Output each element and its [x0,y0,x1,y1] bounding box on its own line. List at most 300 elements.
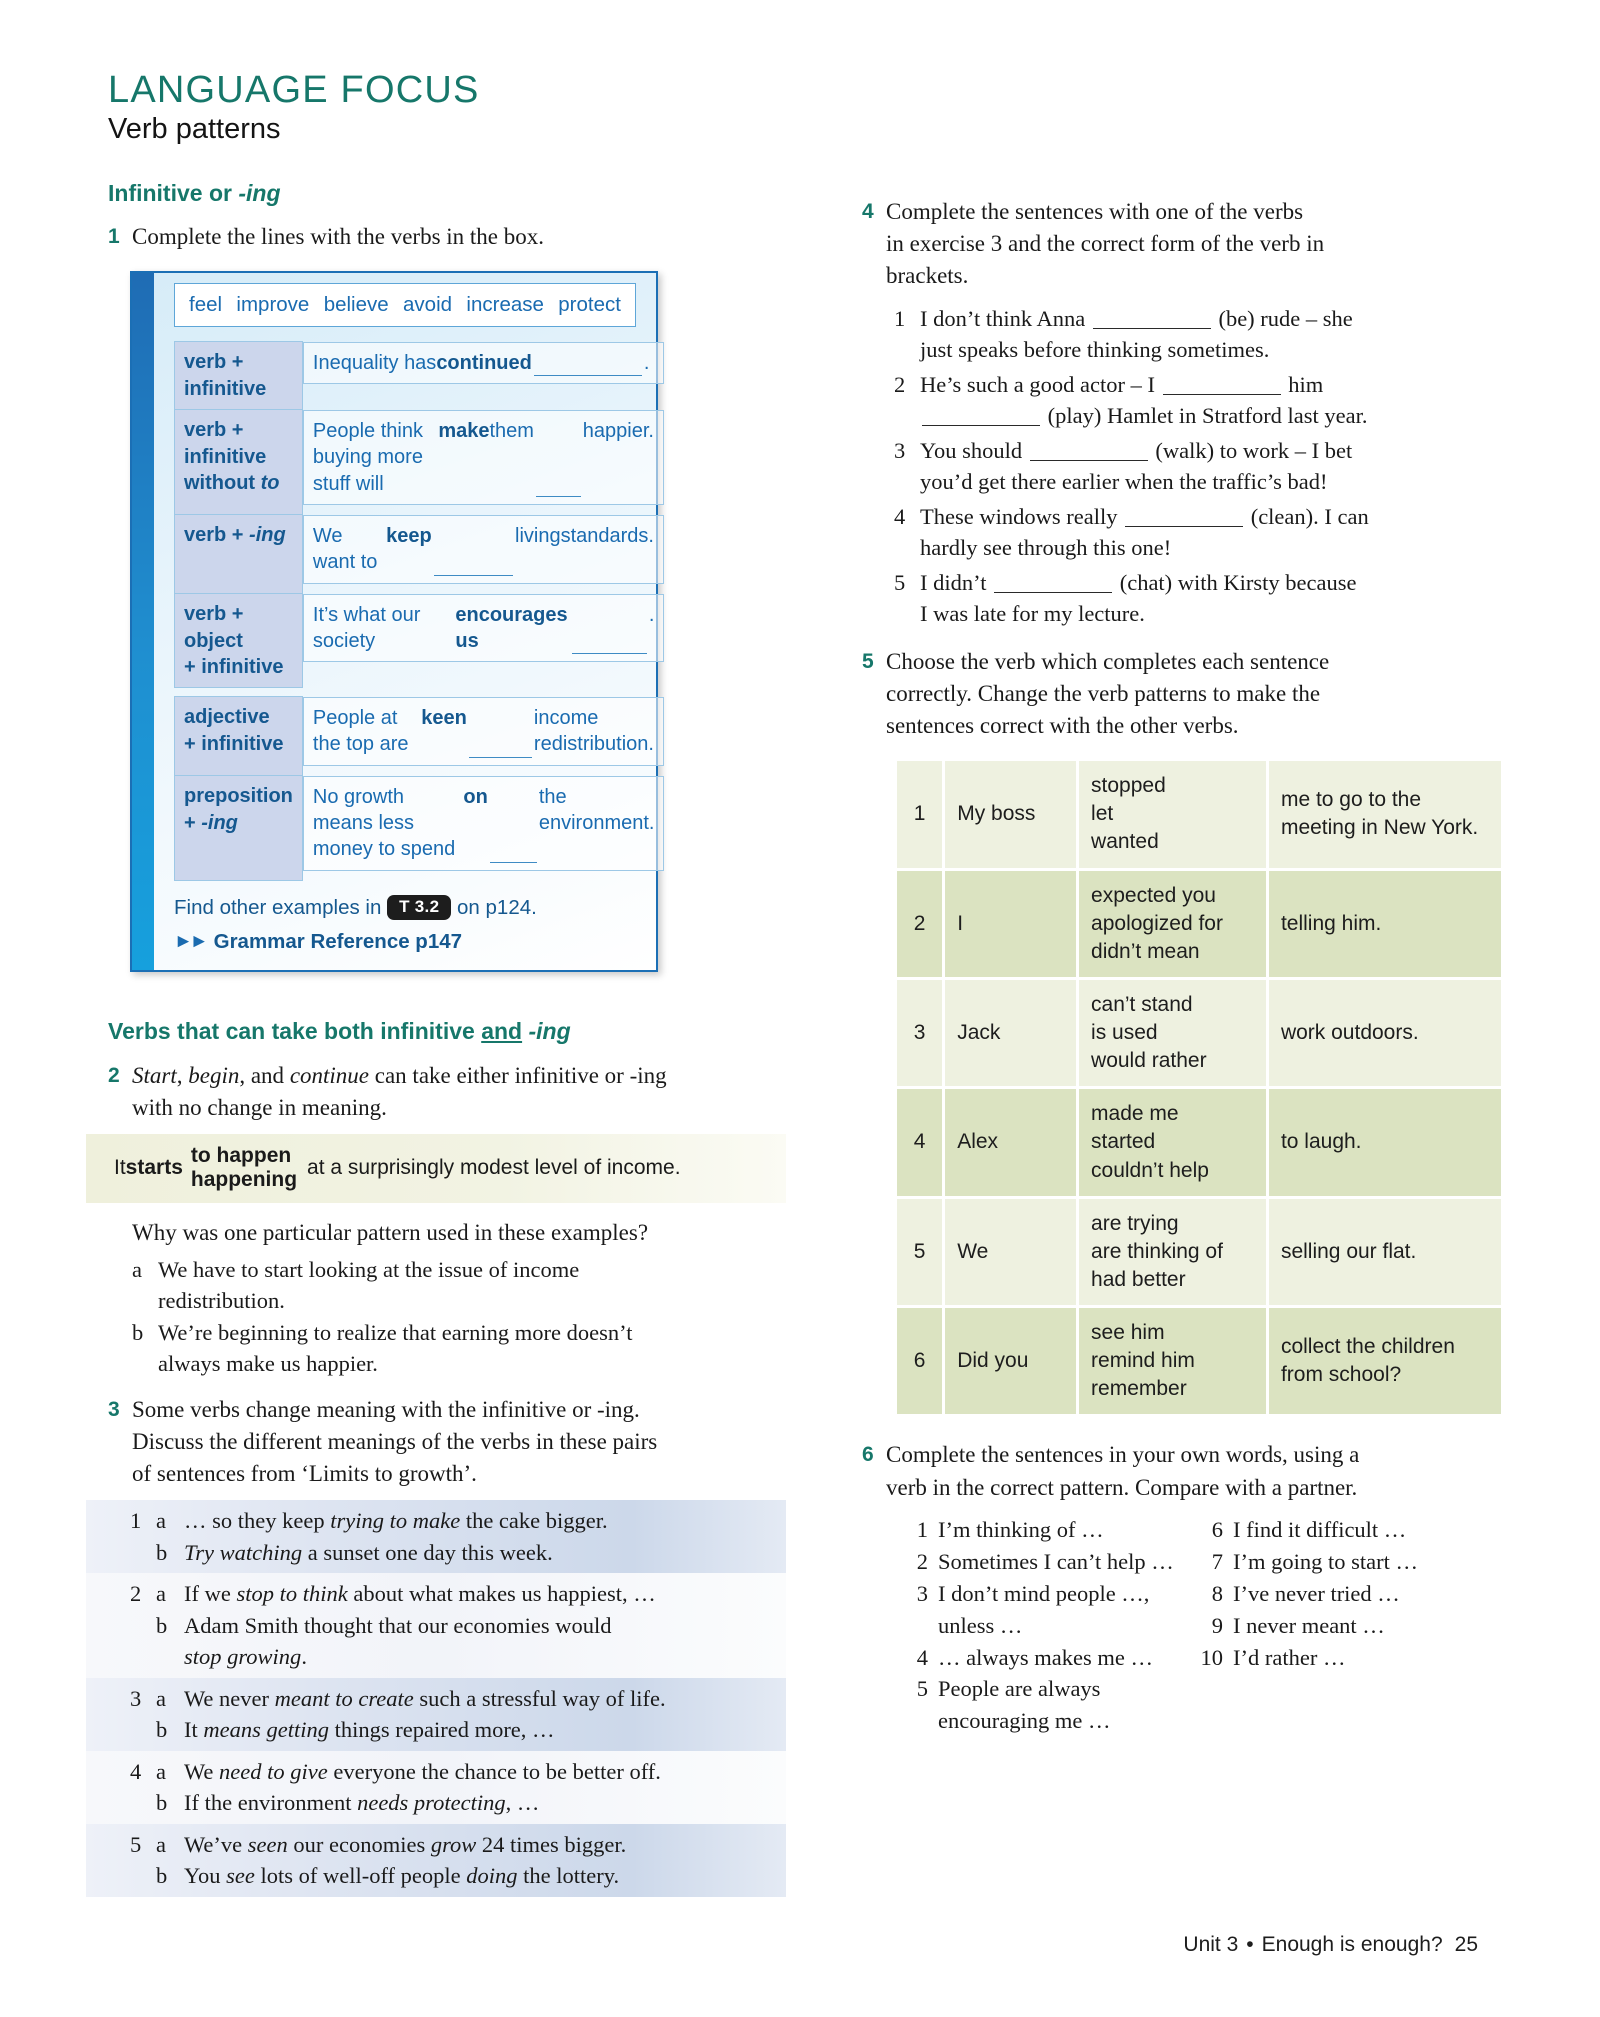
exercise-3 [108,1394,808,1491]
find-examples-line [174,895,636,920]
ex6-item [1189,1610,1472,1642]
ex4-item-number: 1 [894,305,906,331]
startbar-option-ing: happening [190,1167,298,1191]
verb-option[interactable]: made me [1091,1102,1179,1126]
pair-letter: a [156,1831,166,1857]
pair-text-post: everyone the chance to be better off. [327,1758,661,1784]
ex6-item [894,1546,1177,1578]
pair-number-spacer [130,1714,156,1746]
verb-option[interactable]: couldn’t help [1091,1158,1209,1182]
pattern-table [174,341,665,881]
pattern-label [175,515,303,594]
grammar-box-inner [174,283,655,954]
example-bold: on [463,785,488,808]
pair-text-pre: We [184,1758,220,1784]
pair-number: 1 [130,1508,142,1534]
ex6-item-text: I’m going to start … [1233,1548,1418,1574]
footer-unit: Unit 3 [1183,1933,1239,1956]
verb-option[interactable]: wanted [1091,830,1159,854]
why-item-text [158,1254,808,1317]
startbar-post: at a surprisingly modest level of income. [307,1155,681,1179]
ex6-item-line1: I don’t mind people …, [938,1580,1150,1606]
pattern-row [175,515,665,594]
ex4-item-text [920,501,1472,564]
page-footer [1183,1933,1478,1957]
exercise-1-instruction: Complete the lines with the verbs in the box. [132,224,545,250]
example-bold: keen [421,706,467,729]
ex6-item-text: I find it difficult … [1233,1516,1407,1542]
pair-number-spacer [130,1787,156,1819]
row-number: 3 [897,980,942,1086]
row-subject: Jack [945,980,1076,1086]
verb-option[interactable]: remind him [1091,1349,1195,1373]
verb-option[interactable]: remember [1091,1377,1187,1401]
row-remainder: selling our flat. [1269,1199,1501,1305]
heading-part-plain: Verbs that can take both infinitive [108,1018,482,1045]
gap-blank [434,523,513,576]
exercise-6-instruction [886,1439,1472,1503]
verb-bank [174,283,636,327]
verb-option[interactable]: are thinking of [1091,1239,1223,1263]
row-subject: We [945,1199,1076,1305]
example-text: Inequality has [312,351,437,374]
find-text-post: on p124. [451,896,537,920]
pair-item [86,1751,786,1824]
table-row [897,871,1501,977]
pattern-example [303,515,664,584]
verb-option[interactable]: see him [1091,1321,1165,1344]
example-text: . [643,351,650,374]
ex6-column-left [894,1514,1177,1738]
pair-line-b [130,1714,776,1746]
why-bold: beginning to realize [218,1319,397,1345]
ex6-item-number: 1 [916,1516,928,1542]
ex2-text: , and [239,1062,290,1088]
pair-text-post: the cake bigger. [460,1508,608,1534]
gap-blank [536,418,581,497]
example-text: People at the top are [312,706,409,756]
pair-text-italic2: doing [466,1863,518,1889]
ex4-text-post: (walk) to work – I bet [1149,437,1353,463]
ex3-line3: of sentences from ‘Limits to growth’. [132,1460,477,1486]
verb-option[interactable]: started [1091,1130,1156,1154]
row-verb-options [1079,1199,1266,1305]
row-subject: Alex [945,1089,1076,1195]
pattern-spacer [175,688,665,697]
pair-item [86,1824,786,1897]
pair-letter: a [156,1685,166,1711]
ex6-item-text: … always makes me … [938,1644,1153,1670]
row-remainder: telling him. [1269,871,1501,977]
pair-text-post: , … [505,1790,540,1816]
pair-text-pre: We’ve [184,1831,248,1857]
pattern-example [303,342,664,384]
footer-separator: • [1246,1933,1254,1956]
pair-text [184,1860,776,1892]
why-item-b [132,1317,808,1380]
ex4-item-number: 4 [894,503,906,529]
answer-blank[interactable] [1093,328,1211,329]
pattern-row [175,697,665,776]
pair-text-mid: our economies [287,1831,431,1857]
pair-text-post: . [301,1644,307,1670]
row-number: 1 [897,761,942,867]
row-number: 4 [897,1089,942,1195]
heading-both-infinitive-and-ing [108,1018,808,1046]
ex4-line2: in exercise 3 and the correct form of the verb in [886,231,1325,257]
example-text: . [648,603,655,626]
example-text: It’s what our society [312,603,421,653]
pair-line-a [130,1505,776,1537]
ex6-item-text: I’d rather … [1233,1644,1346,1670]
gap-blank [490,784,537,863]
why-item-letter: b [132,1319,144,1345]
ex6-item-number: 5 [916,1676,928,1702]
pair-text-pre: If the environment [184,1790,358,1816]
pair-text [184,1505,776,1537]
example-text: People think buying more stuff will [312,419,423,495]
pair-text-post: a sunset one day this week. [302,1539,553,1565]
verb-bank-item: believe [323,293,389,317]
pair-text-post: about what makes us happiest, … [347,1581,656,1607]
pair-number: 2 [130,1581,142,1607]
exercise-3-instruction [132,1394,808,1491]
verb-bank-item: protect [558,293,621,317]
ex2-text-line2: with no change in meaning. [132,1095,387,1121]
pair-item [86,1573,786,1678]
row-verb-options [1079,761,1266,867]
grammar-box [130,271,658,972]
pair-line-a [130,1756,776,1788]
example-text: happier. [582,419,654,442]
pair-text-italic: Try watching [184,1539,303,1565]
pair-text-pre: … so they keep [184,1508,331,1534]
ex4-text-post: (chat) with Kirsty because [1114,569,1357,595]
gap-blank [534,350,642,376]
pair-letter: a [156,1581,166,1607]
row-verb-options [1079,1308,1266,1414]
answer-blank[interactable] [994,592,1112,593]
ex4-text-post: (clean). I can [1245,503,1369,529]
pattern-row [175,342,665,410]
pattern-label [175,697,303,776]
pattern-row [175,594,665,688]
pair-letter: b [156,1717,168,1743]
pair-text-pre: You [184,1863,227,1889]
why-question: Why was one particular pattern used in these examples? [132,1220,649,1246]
pattern-label-text: + infinitive [184,655,284,678]
ex4-item [894,567,1472,630]
pair-letter: b [156,1790,168,1816]
heading-part-italic: -ing [522,1018,571,1045]
pair-text [184,1787,776,1819]
pattern-label-text: verb + infinitive [184,351,267,400]
verb-option[interactable]: would rather [1091,1049,1207,1073]
verb-option[interactable]: stopped [1091,774,1166,798]
pattern-label-text: + infinitive [184,732,284,755]
pair-text [184,1683,776,1715]
why-text: We’re [158,1319,219,1345]
ex3-line1: Some verbs change meaning with the infinitive or -ing. [132,1396,640,1422]
pair-text-post: 24 times bigger. [476,1831,627,1857]
ex4-item-number: 2 [894,371,906,397]
pair-text [184,1578,776,1610]
pattern-example [303,410,664,505]
ex4-item-text [920,435,1472,498]
why-item-text [158,1317,808,1380]
answer-blank[interactable] [1125,526,1243,527]
row-number: 5 [897,1199,942,1305]
exercise-5-instruction [886,646,1472,743]
ex5-line1: Choose the verb which completes each sentence [886,648,1330,674]
ex6-item [1189,1514,1472,1546]
verb-option[interactable]: didn’t mean [1091,939,1200,963]
pattern-label-italic: to [260,472,280,495]
pattern-label-italic: -ing [249,524,286,547]
pair-letter: b [156,1539,168,1565]
example-text: them [489,419,534,442]
right-column [862,196,1479,1737]
why-text-line2: redistribution. [158,1288,285,1314]
ex6-item-line1: People are always [938,1676,1101,1702]
exercise-4 [862,196,1472,293]
pair-letter: a [156,1508,166,1534]
ex2-italic-continue: continue [289,1062,370,1088]
ex4-line3: brackets. [886,263,969,289]
pair-number-spacer [130,1610,156,1673]
ex4-text-pre: He’s such a good actor – I [920,371,1161,397]
ex4-text-pre: You should [920,437,1028,463]
verb-option[interactable]: let [1091,802,1114,826]
ex6-item-line2: encouraging me … [938,1708,1111,1734]
table-row [897,761,1501,867]
verb-option[interactable]: are trying [1091,1211,1179,1235]
example-text: income redistribution. [533,706,654,756]
ex5-line2: correctly. Change the verb patterns to make the [886,680,1321,706]
pattern-example [303,776,665,871]
pair-line-b [130,1610,776,1673]
ex4-item-text [920,567,1472,630]
pattern-label-text: + [184,811,202,834]
ex2-text: , [176,1062,189,1088]
pair-item [86,1500,786,1573]
ex6-item-text: I’ve never tried … [1233,1580,1400,1606]
pattern-example [303,594,665,663]
pair-letter: a [156,1758,166,1784]
answer-blank[interactable] [922,425,1040,426]
double-arrow-icon: ►► [174,931,206,953]
pattern-example [303,697,664,766]
pair-line-a [130,1578,776,1610]
ex2-text: can take either infinitive or -ing [369,1062,667,1088]
ex6-item [894,1673,1177,1737]
pattern-label [175,410,303,515]
startbar-verb: starts [125,1155,183,1179]
verb-option[interactable]: can’t stand [1091,992,1193,1016]
ex6-item [894,1514,1177,1546]
pair-text [184,1756,776,1788]
ex4-item [894,303,1472,366]
ex4-text-line2: you’d get there earlier when the traffic’s bad! [920,469,1328,495]
pair-text-italic: trying to make [330,1508,461,1534]
ex4-text-line2: (play) Hamlet in Stratford last year. [1042,403,1368,429]
pair-line-b [130,1860,776,1892]
pattern-label [175,342,303,410]
table-row [897,1199,1501,1305]
pair-number: 4 [130,1758,142,1784]
pair-text [184,1829,776,1861]
ex2-italic-begin: begin [188,1062,240,1088]
find-text-pre: Find other examples in [174,896,388,920]
verb-option[interactable]: apologized for [1091,911,1223,935]
pattern-label-text: adjective [184,706,270,729]
verb-bank-item: avoid [403,293,453,317]
footer-title: Enough is enough? [1261,1933,1443,1956]
row-subject: My boss [945,761,1076,867]
row-number: 6 [897,1308,942,1414]
pattern-label-italic: -ing [201,811,238,834]
why-item-a [132,1254,808,1317]
ex6-item [1189,1578,1472,1610]
ex4-item [894,501,1472,564]
ex4-item [894,435,1472,498]
ex6-line2: verb in the correct pattern. Compare with a partner. [886,1474,1358,1500]
exercise-4-instruction [886,196,1472,293]
ex4-text-line2: I was late for my lecture. [920,601,1145,627]
pair-text-post: such a stressful way of life. [413,1685,666,1711]
example-text: living [515,524,561,547]
pair-text-italic: see [226,1863,255,1889]
pattern-label-text: verb + object [184,603,244,652]
pair-text-post: the lottery. [517,1863,620,1889]
exercise-3-number: 3 [108,1397,120,1421]
heading-part-plain: Infinitive or [108,179,239,206]
ex4-item [894,369,1472,432]
pair-text-italic: need to give [219,1758,328,1784]
why-bold: start looking [264,1256,378,1282]
example-bold: keep [386,524,432,547]
ex6-item-number: 7 [1211,1548,1223,1574]
pattern-label [175,776,303,881]
grammar-reference-link[interactable] [174,930,636,954]
pair-text-pre: If we [184,1581,237,1607]
why-text: We have to [158,1256,265,1282]
pair-letter: b [156,1612,168,1638]
ex4-item-number: 3 [894,437,906,463]
ex6-item [1189,1642,1472,1674]
ex6-item [894,1578,1177,1642]
exercise-5 [862,646,1472,743]
track-chip[interactable]: T 3.2 [387,895,451,920]
verb-option[interactable]: had better [1091,1267,1186,1291]
pair-line-b [130,1787,776,1819]
row-verb-options [1079,980,1266,1086]
pair-number: 5 [130,1831,142,1857]
example-text: the environment. [538,785,655,835]
exercise-6-number: 6 [862,1443,874,1467]
ex6-item [1189,1546,1472,1578]
ex6-item-number: 3 [916,1580,928,1606]
startbar-options [191,1144,297,1191]
exercise-2-number: 2 [108,1063,120,1087]
ex6-item-number: 2 [916,1548,928,1574]
heading-infinitive-or-ing [108,180,808,208]
verb-choice-table [894,758,1504,1417]
answer-blank[interactable] [1030,460,1148,461]
verb-bank-item: feel [189,293,223,317]
answer-blank[interactable] [1163,394,1281,395]
pair-line-a [130,1683,776,1715]
heading-part-underline: and [481,1018,523,1045]
ex6-item-number: 9 [1211,1612,1223,1638]
row-remainder: to laugh. [1269,1089,1501,1195]
grammar-box-spine [132,273,154,970]
startbar-pre: It [114,1155,126,1179]
pair-text-italic: needs protecting [357,1790,506,1816]
ex4-line1: Complete the sentences with one of the verbs [886,199,1304,224]
pair-text-pre: It [184,1717,204,1743]
grammar-reference-label: Grammar Reference p147 [213,930,463,954]
pattern-row [175,776,665,881]
exercise-6 [862,1439,1472,1503]
ex6-item-number: 4 [916,1644,928,1670]
left-column [108,70,808,1897]
table-row [897,1308,1501,1414]
pair-number-spacer [130,1860,156,1892]
ex6-item-text: I never meant … [1233,1612,1385,1638]
pair-number: 3 [130,1685,142,1711]
verb-option[interactable]: is used [1091,1021,1158,1044]
page-title: LANGUAGE FOCUS [108,69,480,111]
pair-text-italic: stop growing [184,1644,302,1670]
ex4-text-line2: just speaks before thinking sometimes. [920,337,1270,363]
pair-text-post: things repaired more, … [328,1717,555,1743]
it-starts-example-bar [86,1134,786,1203]
pattern-label-text: verb + [184,524,250,547]
pair-text-italic: meant to create [274,1685,414,1711]
why-text: that earning more doesn’t [396,1319,633,1345]
ex6-line1: Complete the sentences in your own words, using a [886,1442,1360,1468]
ex4-text-post: him [1282,371,1324,397]
exercise-4-items [894,303,1472,630]
table-row [897,980,1501,1086]
example-text: standards. [560,524,654,547]
ex6-item [894,1642,1177,1674]
pair-text [184,1537,776,1569]
pair-text-italic: seen [247,1831,288,1857]
ex6-item-text: I’m thinking of … [938,1516,1104,1542]
ex3-line2: Discuss the different meanings of the verbs in these pairs [132,1428,658,1454]
why-text: at the issue of income [377,1256,580,1282]
why-item-letter: a [132,1256,142,1282]
ex4-item-text [920,303,1472,366]
gap-blank [469,705,532,758]
startbar-option-infinitive: to happen [190,1144,292,1168]
exercise-1 [108,221,808,253]
pair-text-pre: We never [184,1685,275,1711]
why-block [132,1217,808,1379]
ex4-item-number: 5 [894,569,906,595]
pair-line-a [130,1829,776,1861]
verb-option[interactable]: expected you [1091,883,1216,907]
row-verb-options [1079,871,1266,977]
pattern-label [175,594,303,688]
ex5-line3: sentences correct with the other verbs. [886,712,1239,738]
exercise-5-number: 5 [862,649,874,673]
row-remainder: collect the children from school? [1269,1308,1501,1414]
footer-page-number: 25 [1454,1933,1478,1956]
pair-text-pre: Adam Smith thought that our economies would [184,1612,612,1638]
